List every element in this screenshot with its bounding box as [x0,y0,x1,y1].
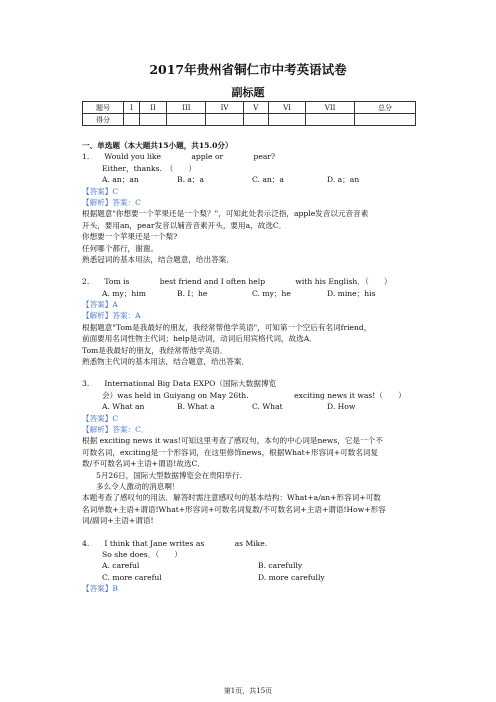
q3-option-d: D. How [327,402,356,412]
score-header-cell: I [124,102,140,114]
score-table [82,101,416,126]
q3-analysis-line: 名词单数+主语+谓语!What+形容词+可数名词复数/不可数名词+主语+谓语!How+形容 [82,504,386,514]
score-cell [167,114,206,126]
score-header-cell: VI [269,102,306,114]
q3-analysis-line: 可数名词，exciting是一个形容词，在这里修饰news，根据What+形容词+可数名词复 [82,447,379,457]
q4-options-row1 [82,560,416,571]
score-cell [206,114,243,126]
q2-option-b: B. I；he [177,288,208,298]
score-header-cell: IV [206,102,243,114]
q3-analysis-line: 多么令人激动的消息啊！ [96,481,180,491]
q4-option-c: C. more careful [102,572,162,582]
exam-subtitle: 副标题 [231,86,265,99]
q3-analysis-line: 词/副词+主语+谓语! [82,516,154,526]
q1-analysis-line: 你想要一个苹果还是一个梨? [82,232,178,242]
score-table-header-row [83,102,416,114]
q1-analysis-line: 根据题意"你想要一个苹果还是一个梨？"，可知此处表示泛指，apple发音以元音音素 [82,209,369,219]
q1-stem: 1. Would you like apple or pear? [82,152,276,162]
q4-option-d: D. more carefully [258,572,325,582]
score-header-cell: II [139,102,166,114]
q2-option-a: A. my；him [102,288,146,298]
score-header-cell: V [243,102,269,114]
score-header-cell: III [167,102,206,114]
q3-analysis-line: 根据 exciting news it was!可知这里考查了感叹句，本句的中心词是news，它是一个不 [82,436,383,446]
q3-option-a: A. What an [102,402,145,412]
score-header-cell: VII [306,102,355,114]
q2-stem: 2. Tom is best friend and I often help with his English．（ ） [82,277,392,287]
q2-analysis-label: 【解析】答案：A [82,311,141,321]
q4-stem-cont: So she does．（ ） [102,549,182,559]
section-heading: 一、单选题（本大题共15小题，共15.0分） [82,141,233,150]
q2-answer: 【答案】A [82,300,118,310]
q1-option-d: D. a；an [327,175,360,185]
score-cell [124,114,140,126]
q3-stem-cont: 会）was held in Guiyang on May 26th. exciting news it was!（ ） [102,390,406,400]
q1-analysis-line: 任何哪个都行，谢谢。 [82,243,158,253]
q4-answer: 【答案】B [82,584,118,594]
q2-analysis-line: 根据题意"Tom是我最好的朋友，我经常帮他学英语"，可知第一个空后有名词friend， [82,322,372,332]
q3-stem: 3. International Big Data EXPO（国际大数据博览 [82,379,277,389]
q1-option-c: C. an；a [252,175,284,185]
q1-options [82,174,416,185]
exam-title: 2017年贵州省铜仁市中考英语试卷 [149,62,347,77]
q1-analysis-line: 开头，要用an，pear发音以辅音音素开头，要用a，故选C． [82,220,287,230]
q2-analysis-line: 熟悉物主代词的基本用法，结合题意，给出答案． [82,357,250,367]
score-header-cell: 总分 [355,102,416,114]
q2-analysis-line: Tom是我最好的朋友，我经常帮他学英语． [82,345,228,355]
q3-answer: 【答案】C [82,413,119,423]
q3-option-c: C. What [252,402,283,412]
q3-analysis-label: 【解析】答案：C． [82,424,149,434]
q1-analysis-label: 【解析】答案：C [82,197,141,207]
q1-answer: 【答案】C [82,186,119,196]
q4-option-a: A. careful [102,561,140,571]
score-row-label: 得分 [83,114,124,126]
page-footer: 第1页，共15页 [223,687,273,695]
q3-analysis-line: 5月26日，国际大型数据博览会在贵阳举行. [96,470,242,480]
q1-option-b: B. a；a [177,175,205,185]
q1-analysis-line: 熟悉冠词的基本用法，结合题意，给出答案． [82,254,234,264]
q2-option-c: C. my；he [252,288,291,298]
q4-options-row2 [82,572,416,583]
q1-option-a: A. an；an [102,175,139,185]
q3-analysis-line: 数/不可数名词+主语+谓语!故选C． [82,459,205,469]
q2-option-d: D. mine；his [327,288,376,298]
q2-options [82,288,416,299]
q3-analysis-line: 本题考查了感叹句的用法．解答时需注意感叹句的基本结构：What+a/an+形容词+可数 [82,493,381,503]
score-header-cell: 题号 [83,102,124,114]
q1-stem-cont: Either，thanks. （ ） [102,163,197,173]
q4-option-b: B. carefully [258,561,303,571]
score-cell [355,114,416,126]
exam-body [82,140,416,594]
q4-stem: 4. I think that Jane writes as as Mike. [82,538,268,548]
score-cell [306,114,355,126]
score-cell [269,114,306,126]
score-cell [139,114,166,126]
q3-option-b: B. What a [177,402,215,412]
q3-options [82,401,416,412]
score-cell [243,114,269,126]
score-table-score-row [83,114,416,126]
q2-analysis-line: 前面要用名词性物主代词；help是动词，动词后用宾格代词，故选A． [82,334,317,344]
